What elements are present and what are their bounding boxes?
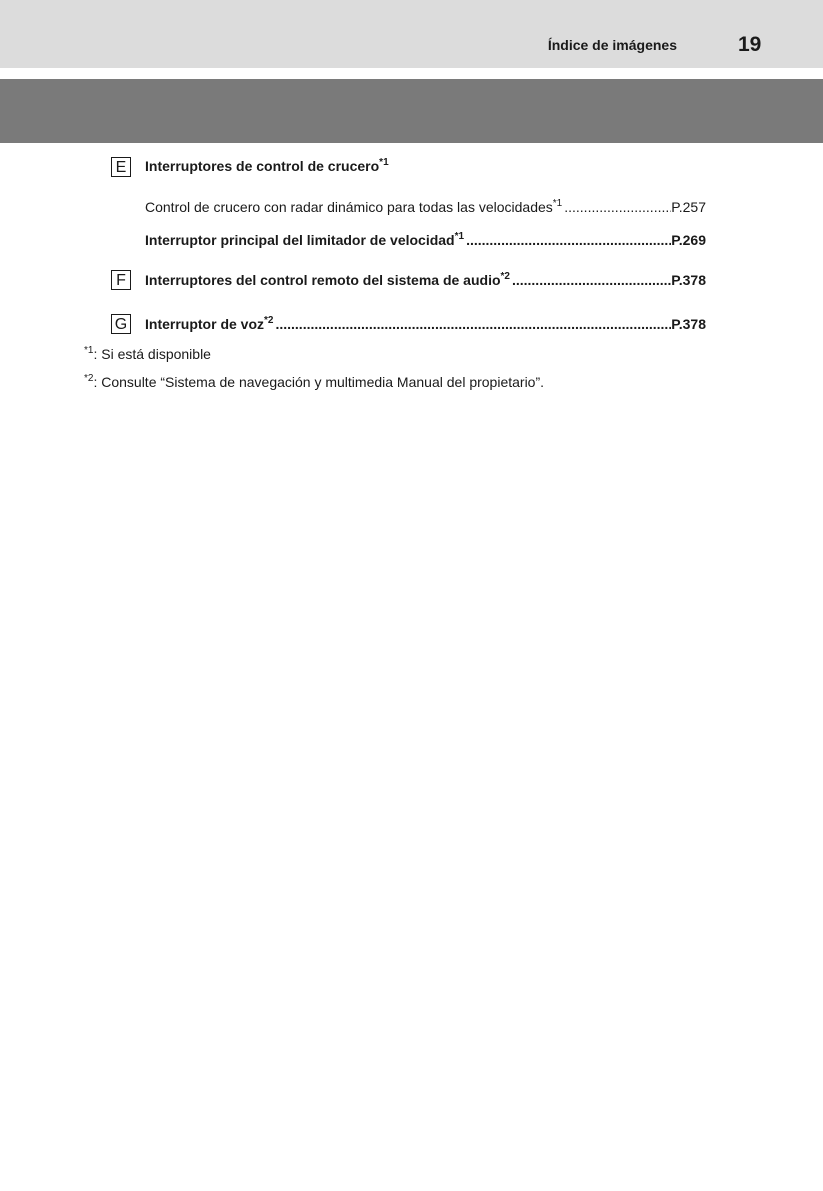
leader-dots (275, 315, 671, 333)
page-ref[interactable]: P.378 (671, 272, 706, 288)
footnote-ref: *1 (454, 231, 465, 242)
footnote-2 (84, 374, 544, 390)
footnote-mark: *1 (84, 345, 94, 356)
footnote-ref: *2 (500, 271, 510, 282)
footnote-1 (84, 346, 211, 362)
footnote-ref: *1 (379, 157, 389, 168)
toc-item-voice-switch[interactable] (145, 315, 706, 333)
page-ref[interactable]: P.269 (671, 232, 706, 248)
entry-letter-f: F (111, 270, 131, 290)
footnote-text: : Si está disponible (93, 346, 211, 362)
leader-dots (512, 271, 671, 289)
page-ref[interactable]: P.257 (671, 199, 706, 215)
toc-item-audio-remote[interactable] (145, 271, 706, 289)
leader-dots (466, 231, 671, 249)
toc-item-text: Interruptores del control remoto del sistema de audio (145, 272, 501, 288)
leader-dots (564, 198, 671, 216)
footnote-ref: *2 (264, 315, 274, 326)
image-placeholder-band (0, 79, 823, 143)
toc-item-text: Interruptor de voz (145, 316, 265, 332)
entry-title-text: Interruptores de control de crucero (145, 158, 380, 174)
footnote-text: : Consulte “Sistema de navegación y multimedia Manual del propietario”. (93, 374, 545, 390)
entry-letter-e: E (111, 157, 131, 177)
entry-title-e[interactable] (145, 158, 389, 174)
entry-letter-g: G (111, 314, 131, 334)
toc-item-speed-limiter[interactable] (145, 231, 706, 249)
page-number: 19 (738, 33, 762, 56)
toc-item-text: Control de crucero con radar dinámico para todas las velocidades (145, 199, 553, 215)
page-ref[interactable]: P.378 (671, 316, 706, 332)
footnote-mark: *2 (84, 373, 94, 384)
footnote-ref: *1 (552, 198, 563, 209)
header-band (0, 0, 823, 68)
toc-item-text: Interruptor principal del limitador de velocidad (145, 232, 455, 248)
section-title: Índice de imágenes (547, 37, 677, 53)
toc-item-radar-cruise[interactable] (145, 198, 706, 216)
